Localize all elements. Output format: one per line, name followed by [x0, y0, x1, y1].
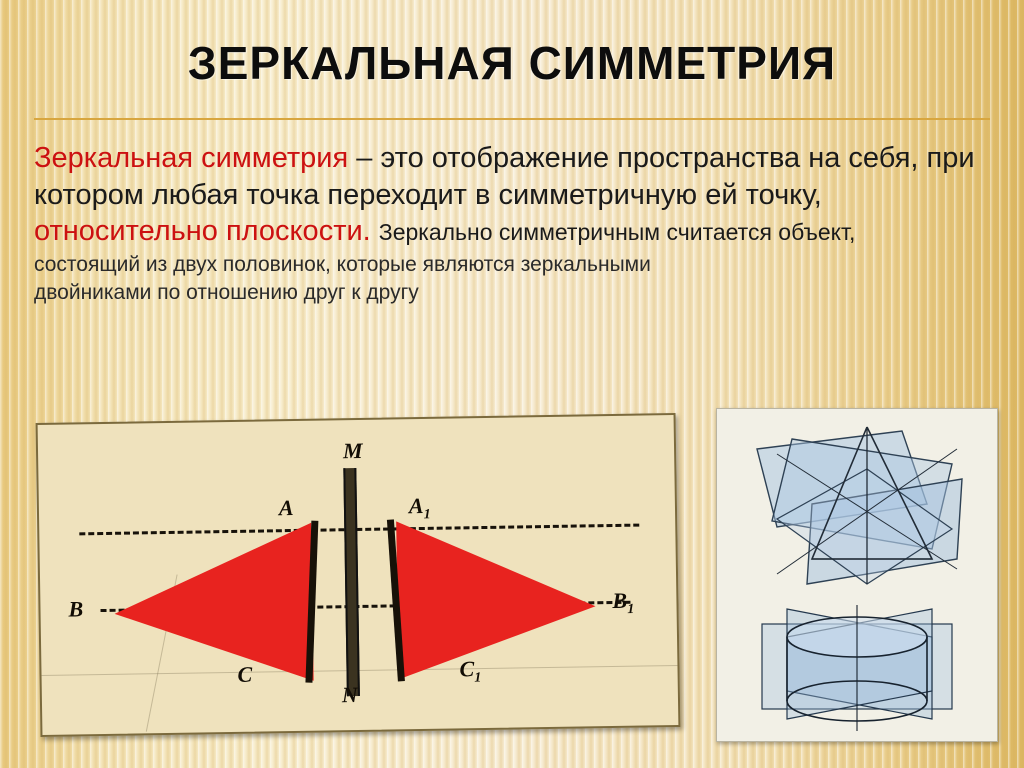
- page-title: ЗЕРКАЛЬНАЯ СИММЕТРИЯ: [187, 37, 837, 89]
- label-B1: $B_1$: [612, 587, 635, 618]
- definition-text: это отображение пространства на себя, при котором любая точка переходит в симметричную ей точку,: [34, 142, 975, 211]
- tertiary-text-line2: двойниками по отношению друг к другу: [34, 281, 419, 305]
- definition-paragraph: [34, 140, 994, 250]
- prism-group: [757, 427, 962, 584]
- mirror-plane-line: [343, 468, 360, 696]
- definition-accent-tail: относительно плоскости.: [34, 215, 371, 248]
- label-C1: $C_1$: [459, 656, 482, 686]
- figure-symmetry-planes: [716, 408, 998, 742]
- dash: –: [356, 142, 373, 174]
- label-N: N: [341, 682, 358, 708]
- label-A: A: [278, 495, 294, 521]
- cylinder-group: [762, 605, 952, 731]
- symmetry-planes-svg: [717, 409, 997, 741]
- term-highlight: Зеркальная симметрия: [34, 142, 349, 174]
- triangle-right: [396, 518, 596, 679]
- triangle-left: [113, 523, 313, 684]
- tertiary-text-line1: состоящий из двух половинок, которые являются зеркальными: [34, 252, 651, 276]
- label-B: B: [68, 596, 84, 622]
- title-divider: [34, 118, 990, 120]
- secondary-text: Зеркально симметричным считается объект,: [378, 219, 856, 246]
- label-M: M: [342, 437, 363, 464]
- label-A1: $A_1$: [408, 492, 431, 523]
- slide-body: [34, 140, 994, 307]
- figure-mirror-triangles: [36, 413, 681, 737]
- label-C: C: [237, 661, 253, 687]
